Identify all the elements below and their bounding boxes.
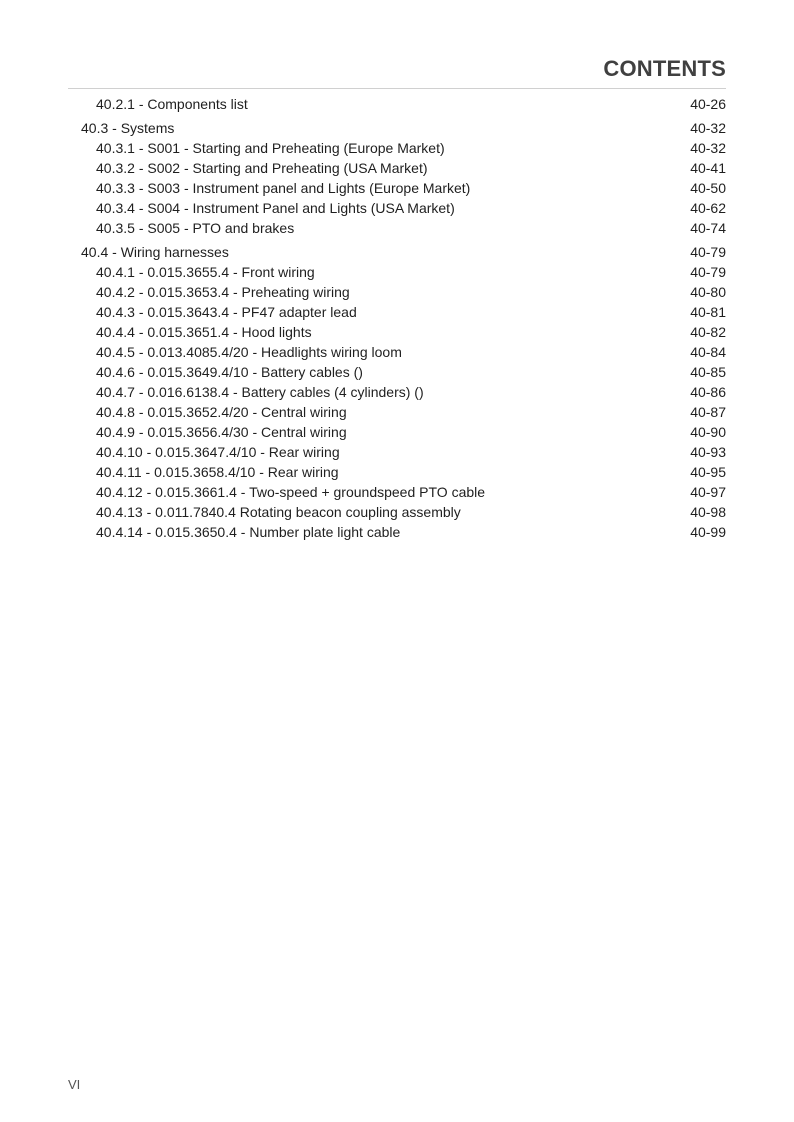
toc-entry-label: 40.4.2 - 0.015.3653.4 - Preheating wiring xyxy=(96,284,350,300)
toc-entry-label: 40.3.2 - S002 - Starting and Preheating (USA Market) xyxy=(96,160,428,176)
toc-entry-label: 40.4.4 - 0.015.3651.4 - Hood lights xyxy=(96,324,312,340)
toc-entry[interactable] xyxy=(68,442,726,462)
toc-entry-page: 40-86 xyxy=(690,384,726,400)
toc-entry-page: 40-87 xyxy=(690,404,726,420)
toc-entry-label: 40.4 - Wiring harnesses xyxy=(81,244,229,260)
toc-entry-page: 40-62 xyxy=(690,200,726,216)
toc-entry-page: 40-99 xyxy=(690,524,726,540)
toc-entry[interactable] xyxy=(68,118,726,138)
toc-entry[interactable] xyxy=(68,158,726,178)
toc-entry-page: 40-98 xyxy=(690,504,726,520)
toc-entry-label: 40.4.11 - 0.015.3658.4/10 - Rear wiring xyxy=(96,464,339,480)
toc-entry[interactable] xyxy=(68,382,726,402)
toc-entry[interactable] xyxy=(68,322,726,342)
toc-entry-page: 40-85 xyxy=(690,364,726,380)
toc-entry-page: 40-90 xyxy=(690,424,726,440)
toc-entry[interactable] xyxy=(68,502,726,522)
toc-entry-label: 40.4.8 - 0.015.3652.4/20 - Central wiring xyxy=(96,404,347,420)
toc-entry[interactable] xyxy=(68,282,726,302)
toc-entry-label: 40.3.3 - S003 - Instrument panel and Lights (Europe Market) xyxy=(96,180,471,196)
toc-entry-page: 40-79 xyxy=(690,264,726,280)
table-of-contents xyxy=(68,94,726,542)
toc-entry-page: 40-74 xyxy=(690,220,726,236)
title-divider xyxy=(68,88,726,89)
page-title: CONTENTS xyxy=(603,56,726,81)
toc-entry[interactable] xyxy=(68,218,726,238)
toc-entry-page: 40-50 xyxy=(690,180,726,196)
toc-entry[interactable] xyxy=(68,262,726,282)
toc-entry-label: 40.3 - Systems xyxy=(81,120,175,136)
toc-entry-page: 40-97 xyxy=(690,484,726,500)
toc-entry-page: 40-82 xyxy=(690,324,726,340)
toc-entry-page: 40-79 xyxy=(690,244,726,260)
toc-entry[interactable] xyxy=(68,422,726,442)
toc-entry-label: 40.4.3 - 0.015.3643.4 - PF47 adapter lead xyxy=(96,304,357,320)
toc-entry-label: 40.4.10 - 0.015.3647.4/10 - Rear wiring xyxy=(96,444,340,460)
toc-entry-page: 40-93 xyxy=(690,444,726,460)
toc-entry-page: 40-81 xyxy=(690,304,726,320)
toc-entry-page: 40-32 xyxy=(690,140,726,156)
page-number: VI xyxy=(68,1077,81,1092)
toc-entry-page: 40-84 xyxy=(690,344,726,360)
toc-entry-label: 40.2.1 - Components list xyxy=(96,96,248,112)
toc-entry-label: 40.4.14 - 0.015.3650.4 - Number plate light cable xyxy=(96,524,401,540)
toc-entry-label: 40.4.6 - 0.015.3649.4/10 - Battery cables () xyxy=(96,364,363,380)
toc-entry[interactable] xyxy=(68,522,726,542)
toc-entry[interactable] xyxy=(68,342,726,362)
toc-entry-label: 40.3.4 - S004 - Instrument Panel and Lights (USA Market) xyxy=(96,200,455,216)
toc-entry-page: 40-80 xyxy=(690,284,726,300)
toc-entry-label: 40.4.5 - 0.013.4085.4/20 - Headlights wiring loom xyxy=(96,344,402,360)
toc-entry-page: 40-26 xyxy=(690,96,726,112)
toc-entry[interactable] xyxy=(68,482,726,502)
toc-entry[interactable] xyxy=(68,362,726,382)
toc-entry-label: 40.4.7 - 0.016.6138.4 - Battery cables (4 cylinders) () xyxy=(96,384,424,400)
toc-entry-page: 40-95 xyxy=(690,464,726,480)
toc-entry[interactable] xyxy=(68,462,726,482)
toc-entry-label: 40.3.1 - S001 - Starting and Preheating (Europe Market) xyxy=(96,140,445,156)
toc-entry-page: 40-32 xyxy=(690,120,726,136)
toc-entry[interactable] xyxy=(68,138,726,158)
toc-entry[interactable] xyxy=(68,402,726,422)
toc-entry-page: 40-41 xyxy=(690,160,726,176)
toc-entry[interactable] xyxy=(68,242,726,262)
toc-entry-label: 40.4.9 - 0.015.3656.4/30 - Central wiring xyxy=(96,424,347,440)
toc-entry-label: 40.4.1 - 0.015.3655.4 - Front wiring xyxy=(96,264,315,280)
toc-entry-label: 40.3.5 - S005 - PTO and brakes xyxy=(96,220,295,236)
toc-entry-label: 40.4.12 - 0.015.3661.4 - Two-speed + groundspeed PTO cable xyxy=(96,484,486,500)
toc-entry[interactable] xyxy=(68,198,726,218)
toc-entry-label: 40.4.13 - 0.011.7840.4 Rotating beacon coupling assembly xyxy=(96,504,461,520)
toc-entry[interactable] xyxy=(68,94,726,114)
toc-entry[interactable] xyxy=(68,302,726,322)
toc-entry[interactable] xyxy=(68,178,726,198)
